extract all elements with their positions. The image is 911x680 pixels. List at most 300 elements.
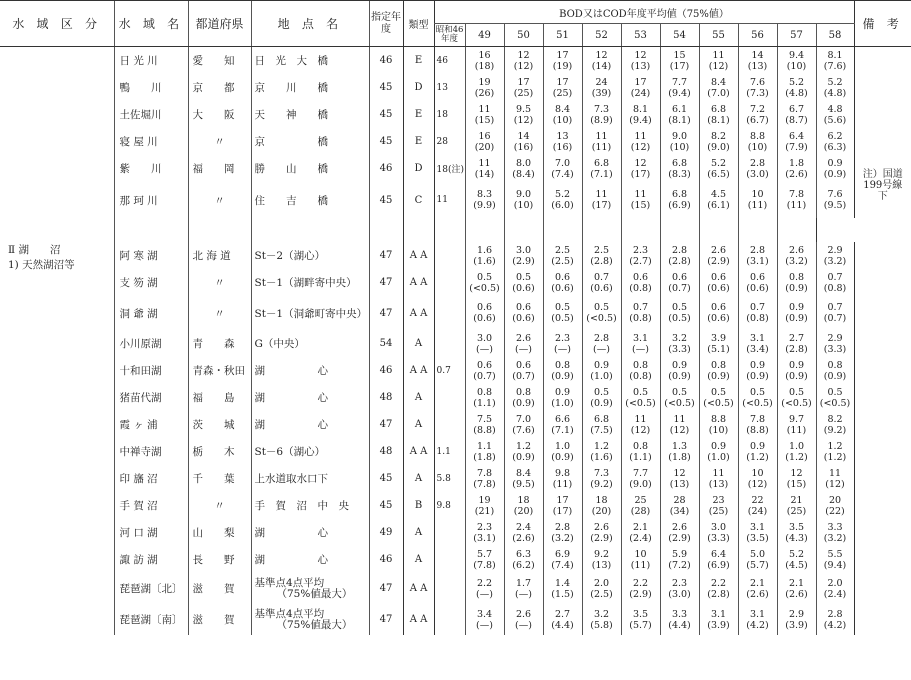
value-75pct: (16) bbox=[552, 141, 573, 153]
value-51 bbox=[543, 182, 582, 218]
value-56 bbox=[738, 384, 777, 411]
value-56 bbox=[738, 492, 777, 519]
prefecture: 大 阪 bbox=[188, 101, 251, 128]
type-class: D bbox=[403, 74, 434, 101]
annual-mean: 8.2 bbox=[710, 130, 727, 142]
value-75pct: (11) bbox=[747, 200, 768, 211]
annual-mean: 3.3 bbox=[827, 521, 843, 533]
value-s46 bbox=[434, 411, 465, 438]
designation-year: 46 bbox=[369, 357, 403, 384]
measurement-point: 手 賀 沼 中 央 bbox=[251, 492, 369, 519]
prefecture: 〃 bbox=[188, 296, 251, 330]
annual-mean: 0.7 bbox=[827, 271, 843, 283]
annual-mean: 11 bbox=[595, 189, 608, 200]
value-75pct: (9.4) bbox=[629, 114, 652, 126]
type-class: A A bbox=[403, 573, 434, 604]
value-50 bbox=[504, 573, 543, 604]
annual-mean: 6.2 bbox=[827, 130, 843, 142]
value-s46: 18 bbox=[434, 101, 465, 128]
table-row bbox=[0, 357, 911, 384]
value-75pct: (0.6) bbox=[590, 282, 613, 294]
value-52 bbox=[582, 384, 621, 411]
value-75pct: (0.6) bbox=[473, 313, 496, 324]
annual-mean: 6.6 bbox=[554, 413, 571, 425]
prefecture: 滋 賀 bbox=[188, 604, 251, 635]
value-51 bbox=[543, 604, 582, 635]
value-s46 bbox=[434, 519, 465, 546]
annual-mean: 0.9 bbox=[749, 359, 766, 371]
value-55 bbox=[699, 411, 738, 438]
value-50 bbox=[504, 155, 543, 182]
value-75pct: (19) bbox=[552, 60, 573, 72]
header-year-52: 52 bbox=[582, 24, 621, 47]
value-56 bbox=[738, 74, 777, 101]
annual-mean: 2.1 bbox=[632, 521, 649, 533]
type-class: E bbox=[403, 47, 434, 75]
value-51 bbox=[543, 357, 582, 384]
value-53 bbox=[621, 519, 660, 546]
annual-mean: 2.3 bbox=[671, 577, 688, 589]
spacer-row bbox=[0, 218, 911, 242]
annual-mean: 11 bbox=[478, 103, 491, 115]
value-75pct: (7.3) bbox=[746, 87, 769, 99]
value-75pct: (1.2) bbox=[785, 451, 808, 463]
value-75pct: (12) bbox=[513, 114, 534, 126]
value-51 bbox=[543, 155, 582, 182]
annual-mean: 21 bbox=[790, 494, 803, 506]
value-75pct: (3.0) bbox=[746, 168, 769, 180]
annual-mean: 0.8 bbox=[632, 440, 649, 452]
table-row bbox=[0, 546, 911, 573]
annual-mean: 19 bbox=[478, 76, 491, 88]
value-75pct: (0.8) bbox=[629, 313, 652, 324]
annual-mean: 12 bbox=[595, 49, 608, 61]
prefecture: 山 梨 bbox=[188, 519, 251, 546]
value-75pct: (1.0) bbox=[590, 370, 613, 382]
water-body-name: 霞 ヶ 浦 bbox=[114, 411, 188, 438]
value-75pct: (3.2) bbox=[823, 532, 847, 544]
water-body-name: 河 口 湖 bbox=[114, 519, 188, 546]
prefecture: 〃 bbox=[188, 492, 251, 519]
value-50 bbox=[504, 492, 543, 519]
value-75pct: (0.9) bbox=[823, 168, 847, 180]
value-50 bbox=[504, 242, 543, 269]
value-s46: 18(注) bbox=[434, 155, 465, 182]
value-57 bbox=[777, 357, 816, 384]
table-row bbox=[0, 573, 911, 604]
water-body-name: 十和田湖 bbox=[114, 357, 188, 384]
value-50 bbox=[504, 411, 543, 438]
value-53 bbox=[621, 330, 660, 357]
water-body-name: 琵琶湖〔南〕 bbox=[114, 604, 188, 635]
value-53 bbox=[621, 384, 660, 411]
annual-mean: 0.5 bbox=[788, 386, 805, 398]
prefecture: 青 森 bbox=[188, 330, 251, 357]
value-54 bbox=[660, 357, 699, 384]
annual-mean: 0.8 bbox=[710, 359, 727, 371]
header-area: 水 域 区 分 bbox=[0, 1, 114, 47]
value-75pct: (1.8) bbox=[473, 451, 496, 463]
value-52 bbox=[582, 128, 621, 155]
value-58 bbox=[816, 101, 854, 128]
annual-mean: 2.3 bbox=[476, 521, 493, 533]
table-row bbox=[0, 411, 911, 438]
area-subtitle: 1) 天然湖沼等 bbox=[8, 259, 75, 271]
annual-mean: 0.5 bbox=[593, 386, 610, 398]
prefecture: 愛 知 bbox=[188, 47, 251, 75]
annual-mean: 2.9 bbox=[788, 608, 805, 620]
type-class: A A bbox=[403, 242, 434, 269]
value-75pct: (2.9) bbox=[668, 532, 691, 544]
point-line2: （75%値最大） bbox=[276, 618, 353, 631]
annual-mean: 11 bbox=[712, 467, 725, 479]
value-75pct: (10) bbox=[552, 114, 573, 126]
value-55 bbox=[699, 155, 738, 182]
annual-mean: 2.9 bbox=[827, 332, 843, 344]
annual-mean: 0.7 bbox=[827, 302, 843, 313]
annual-mean: 0.6 bbox=[515, 359, 532, 371]
annual-mean: 6.9 bbox=[554, 548, 571, 560]
annual-mean: 11 bbox=[478, 157, 491, 169]
value-51 bbox=[543, 546, 582, 573]
value-57 bbox=[777, 269, 816, 296]
value-75pct: (24) bbox=[747, 505, 768, 517]
annual-mean: 7.2 bbox=[749, 103, 766, 115]
value-75pct: (6.5) bbox=[707, 168, 730, 180]
type-class: A A bbox=[403, 438, 434, 465]
value-54 bbox=[660, 47, 699, 75]
value-54 bbox=[660, 269, 699, 296]
annual-mean: 9.7 bbox=[788, 413, 805, 425]
value-53 bbox=[621, 155, 660, 182]
table-row bbox=[0, 604, 911, 635]
value-75pct: (4.8) bbox=[785, 87, 808, 99]
annual-mean: 3.1 bbox=[749, 608, 766, 620]
type-class: E bbox=[403, 101, 434, 128]
value-57 bbox=[777, 47, 816, 75]
value-51 bbox=[543, 242, 582, 269]
designation-year: 54 bbox=[369, 330, 403, 357]
annual-mean: 0.5 bbox=[710, 386, 727, 398]
header-year-49: 49 bbox=[465, 24, 504, 47]
value-51 bbox=[543, 128, 582, 155]
annual-mean: 0.7 bbox=[632, 302, 649, 313]
annual-mean: 0.8 bbox=[827, 359, 843, 371]
annual-mean: 3.0 bbox=[710, 521, 727, 533]
value-75pct: (2.6) bbox=[746, 588, 769, 600]
measurement-point: 湖 心 bbox=[251, 384, 369, 411]
value-58 bbox=[816, 546, 854, 573]
annual-mean: 3.2 bbox=[671, 332, 688, 344]
value-75pct: (5.6) bbox=[823, 114, 847, 126]
value-58 bbox=[816, 411, 854, 438]
measurement-point: 住 吉 橋 bbox=[251, 182, 369, 218]
annual-mean: 22 bbox=[751, 494, 764, 506]
annual-mean: 20 bbox=[828, 494, 842, 506]
annual-mean: 2.4 bbox=[515, 521, 532, 533]
spacer-cell bbox=[543, 218, 582, 242]
annual-mean: 0.5 bbox=[476, 271, 493, 283]
value-49 bbox=[465, 519, 504, 546]
prefecture: 〃 bbox=[188, 182, 251, 218]
value-54 bbox=[660, 384, 699, 411]
value-75pct: (0.8) bbox=[746, 313, 769, 324]
annual-mean: 15 bbox=[673, 49, 686, 61]
value-55 bbox=[699, 182, 738, 218]
designation-year: 47 bbox=[369, 411, 403, 438]
value-75pct: (11) bbox=[786, 200, 807, 211]
value-55 bbox=[699, 269, 738, 296]
header-year-54: 54 bbox=[660, 24, 699, 47]
value-75pct: (0.9) bbox=[823, 370, 847, 382]
annual-mean: 0.5 bbox=[827, 386, 843, 398]
spacer-cell bbox=[816, 218, 854, 242]
value-75pct: (10) bbox=[747, 141, 768, 153]
table-row bbox=[0, 74, 911, 101]
value-52 bbox=[582, 546, 621, 573]
value-50 bbox=[504, 269, 543, 296]
measurement-point: 京 橋 bbox=[251, 128, 369, 155]
annual-mean: 6.8 bbox=[593, 157, 610, 169]
annual-mean: 11 bbox=[712, 49, 725, 61]
table-row bbox=[0, 465, 911, 492]
value-75pct: (21) bbox=[474, 505, 495, 517]
type-class: A A bbox=[403, 357, 434, 384]
value-52 bbox=[582, 155, 621, 182]
value-56 bbox=[738, 519, 777, 546]
value-75pct: (3.2) bbox=[823, 255, 847, 267]
value-75pct: (11) bbox=[552, 478, 573, 490]
value-75pct: (—) bbox=[632, 343, 649, 355]
value-75pct: (—) bbox=[554, 343, 571, 355]
value-75pct: (14) bbox=[591, 60, 612, 72]
annual-mean: 7.3 bbox=[593, 103, 610, 115]
annual-mean: 2.8 bbox=[593, 332, 610, 344]
table-header bbox=[0, 1, 911, 47]
value-75pct: (4.2) bbox=[823, 619, 847, 631]
annual-mean: 10 bbox=[751, 467, 764, 479]
value-75pct: (—) bbox=[593, 343, 610, 355]
value-57 bbox=[777, 519, 816, 546]
value-49 bbox=[465, 438, 504, 465]
value-75pct: (0.9) bbox=[785, 370, 808, 382]
annual-mean: 17 bbox=[556, 49, 569, 61]
value-75pct: (6.1) bbox=[707, 200, 730, 211]
annual-mean: 0.8 bbox=[515, 386, 532, 398]
header-pref: 都道府県 bbox=[188, 1, 251, 47]
value-55 bbox=[699, 242, 738, 269]
table-row bbox=[0, 47, 911, 75]
value-50 bbox=[504, 182, 543, 218]
water-body-name: 手 賀 沼 bbox=[114, 492, 188, 519]
value-54 bbox=[660, 492, 699, 519]
annual-mean: 0.7 bbox=[593, 271, 610, 283]
annual-mean: 6.8 bbox=[671, 189, 688, 200]
prefecture: 千 葉 bbox=[188, 465, 251, 492]
type-class: A A bbox=[403, 604, 434, 635]
annual-mean: 7.7 bbox=[671, 76, 688, 88]
value-75pct: (2.8) bbox=[707, 588, 730, 600]
value-75pct: (9.4) bbox=[823, 559, 847, 571]
annual-mean: 7.6 bbox=[749, 76, 766, 88]
value-75pct: (7.5) bbox=[590, 424, 613, 436]
spacer-cell bbox=[0, 218, 114, 242]
measurement-point: 湖 心 bbox=[251, 546, 369, 573]
annual-mean: 17 bbox=[634, 76, 647, 88]
annual-mean: 1.1 bbox=[476, 440, 493, 452]
value-75pct: (3.9) bbox=[707, 619, 730, 631]
value-49 bbox=[465, 573, 504, 604]
value-52 bbox=[582, 411, 621, 438]
spacer-cell bbox=[582, 218, 621, 242]
designation-year: 45 bbox=[369, 492, 403, 519]
value-s46 bbox=[434, 384, 465, 411]
annual-mean: 1.2 bbox=[827, 440, 843, 452]
annual-mean: 8.3 bbox=[476, 189, 493, 200]
annual-mean: 9.4 bbox=[788, 49, 805, 61]
annual-mean: 6.4 bbox=[788, 130, 805, 142]
value-55 bbox=[699, 384, 738, 411]
value-51 bbox=[543, 330, 582, 357]
value-56 bbox=[738, 296, 777, 330]
annual-mean: 6.7 bbox=[788, 103, 805, 115]
value-75pct: (0.6) bbox=[746, 282, 769, 294]
value-75pct: (1.6) bbox=[590, 451, 613, 463]
value-51 bbox=[543, 438, 582, 465]
value-53 bbox=[621, 604, 660, 635]
value-75pct: (<0.5) bbox=[586, 313, 617, 324]
value-57 bbox=[777, 182, 816, 218]
value-75pct: (3.2) bbox=[785, 255, 808, 267]
value-s46: 1.1 bbox=[434, 438, 465, 465]
header-type: 類型 bbox=[403, 1, 434, 47]
value-75pct: (4.2) bbox=[746, 619, 769, 631]
water-body-name: 中禅寺湖 bbox=[114, 438, 188, 465]
value-50 bbox=[504, 519, 543, 546]
value-75pct: (2.9) bbox=[512, 255, 535, 267]
value-49 bbox=[465, 330, 504, 357]
water-body-name: 土佐堀川 bbox=[114, 101, 188, 128]
type-class: A A bbox=[403, 269, 434, 296]
value-51 bbox=[543, 519, 582, 546]
value-75pct: (22) bbox=[825, 505, 845, 517]
value-53 bbox=[621, 101, 660, 128]
value-55 bbox=[699, 101, 738, 128]
value-75pct: (2.9) bbox=[707, 255, 730, 267]
value-75pct: (17) bbox=[552, 505, 573, 517]
table-body bbox=[0, 47, 911, 636]
annual-mean: 0.5 bbox=[554, 302, 571, 313]
value-s46 bbox=[434, 546, 465, 573]
measurement-point bbox=[251, 604, 369, 635]
value-75pct: (—) bbox=[515, 588, 532, 600]
value-75pct: (1.2) bbox=[823, 451, 847, 463]
annual-mean: 2.6 bbox=[515, 608, 532, 620]
value-75pct: (39) bbox=[591, 87, 612, 99]
value-75pct: (25) bbox=[552, 87, 573, 99]
water-body-name: 支 笏 湖 bbox=[114, 269, 188, 296]
prefecture: 栃 木 bbox=[188, 438, 251, 465]
value-75pct: (34) bbox=[669, 505, 690, 517]
value-75pct: (12) bbox=[630, 141, 651, 153]
value-51 bbox=[543, 269, 582, 296]
value-58 bbox=[816, 438, 854, 465]
spacer-cell bbox=[188, 218, 251, 242]
value-75pct: (12) bbox=[747, 478, 768, 490]
value-50 bbox=[504, 465, 543, 492]
annual-mean: 5.5 bbox=[827, 548, 843, 560]
value-56 bbox=[738, 438, 777, 465]
designation-year: 48 bbox=[369, 438, 403, 465]
value-54 bbox=[660, 519, 699, 546]
value-51 bbox=[543, 101, 582, 128]
value-53 bbox=[621, 74, 660, 101]
value-57 bbox=[777, 101, 816, 128]
annual-mean: 12 bbox=[634, 49, 647, 61]
type-class: B bbox=[403, 492, 434, 519]
value-50 bbox=[504, 128, 543, 155]
prefecture: 滋 賀 bbox=[188, 573, 251, 604]
annual-mean: 2.9 bbox=[827, 244, 843, 256]
value-75pct: (11) bbox=[630, 559, 651, 571]
value-49 bbox=[465, 128, 504, 155]
designation-year: 46 bbox=[369, 546, 403, 573]
value-75pct: (7.6) bbox=[512, 424, 535, 436]
annual-mean: 0.5 bbox=[749, 386, 766, 398]
value-57 bbox=[777, 546, 816, 573]
annual-mean: 1.6 bbox=[476, 244, 493, 256]
value-75pct: (18) bbox=[474, 60, 495, 72]
value-58 bbox=[816, 604, 854, 635]
value-75pct: (7.4) bbox=[551, 559, 574, 571]
table-row bbox=[0, 384, 911, 411]
header-base-year: 昭和46年度 bbox=[434, 24, 465, 47]
annual-mean: 4.5 bbox=[710, 189, 727, 200]
spacer-cell bbox=[777, 218, 816, 242]
value-75pct: (9.5) bbox=[823, 200, 847, 211]
designation-year: 47 bbox=[369, 604, 403, 635]
value-75pct: (12) bbox=[630, 424, 651, 436]
value-75pct: (3.5) bbox=[746, 532, 769, 544]
annual-mean: 25 bbox=[634, 494, 647, 506]
annual-mean: 12 bbox=[673, 467, 686, 479]
water-body-name: 鴨 川 bbox=[114, 74, 188, 101]
value-55 bbox=[699, 296, 738, 330]
designation-year: 48 bbox=[369, 384, 403, 411]
value-57 bbox=[777, 411, 816, 438]
point-line2: （75%値最大） bbox=[276, 587, 353, 600]
value-75pct: (15) bbox=[630, 200, 651, 211]
measurement-point: 湖 心 bbox=[251, 411, 369, 438]
value-52 bbox=[582, 101, 621, 128]
annual-mean: 1.2 bbox=[593, 440, 610, 452]
value-55 bbox=[699, 357, 738, 384]
value-58 bbox=[816, 492, 854, 519]
value-75pct: (13) bbox=[669, 478, 690, 490]
spacer-cell bbox=[434, 218, 465, 242]
annual-mean: 7.8 bbox=[476, 467, 493, 479]
annual-mean: 3.1 bbox=[632, 332, 649, 344]
value-56 bbox=[738, 546, 777, 573]
value-50 bbox=[504, 101, 543, 128]
value-s46: 9.8 bbox=[434, 492, 465, 519]
value-54 bbox=[660, 155, 699, 182]
annual-mean: 14 bbox=[751, 49, 764, 61]
value-75pct: (<0.5) bbox=[819, 397, 851, 409]
value-75pct: (1.0) bbox=[707, 451, 730, 463]
value-75pct: (25) bbox=[708, 505, 729, 517]
annual-mean: 7.0 bbox=[554, 157, 571, 169]
